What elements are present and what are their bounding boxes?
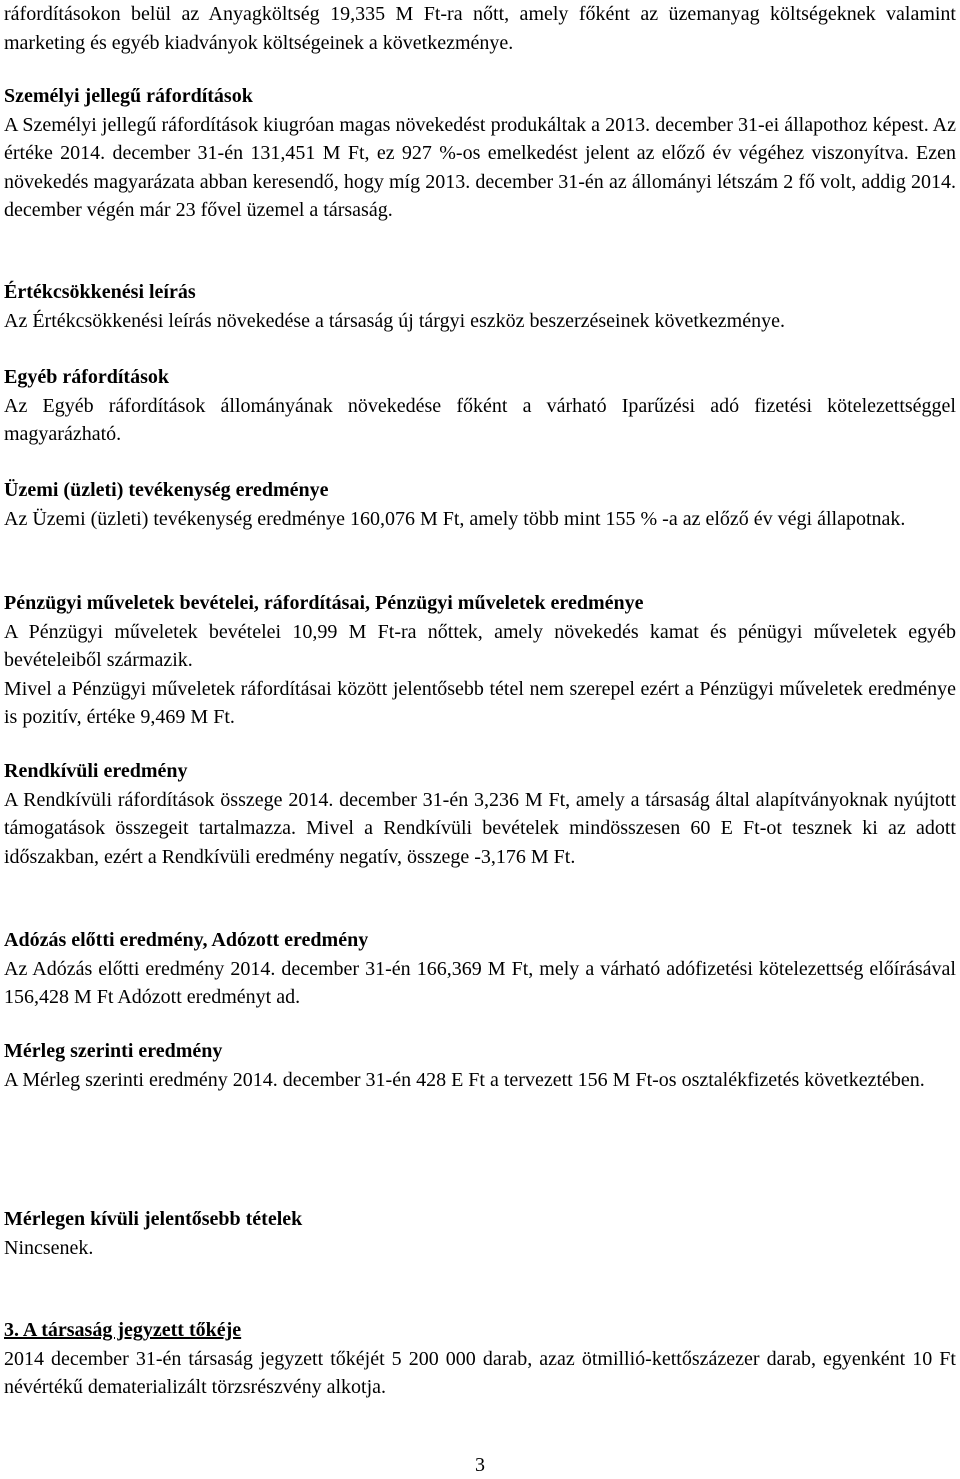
section-paragraph: Mivel a Pénzügyi műveletek ráfordításai között jelentősebb tétel nem szerepel ezért a Pénzügyi műveletek eredménye is pozitív, értéke 9,469 M Ft.: [4, 677, 956, 729]
section-paragraph: Az Egyéb ráfordítások állományának növekedése főként a várható Iparűzési adó fizetési kötelezettséggel magyarázható.: [4, 394, 956, 446]
intro-paragraph: ráfordításokon belül az Anyagköltség 19,335 M Ft-ra nőtt, amely főként az üzemanyag költségeknek valamint marketing és egyéb kiadványok költségeinek a következménye.: [4, 3, 956, 54]
section-heading: Pénzügyi műveletek bevételei, ráfordításai, Pénzügyi műveletek eredménye: [4, 592, 644, 614]
section-heading: Adózás előtti eredmény, Adózott eredmény: [4, 929, 369, 951]
section-egyeb: [4, 363, 956, 449]
section-szemelyi: [4, 82, 956, 225]
intro-section: [4, 0, 956, 57]
section-heading: Egyéb ráfordítások: [4, 366, 169, 388]
section-jegyzett-toke: [4, 1316, 956, 1402]
section-merlegen-kivuli: [4, 1205, 956, 1262]
section-heading: Mérlegen kívüli jelentősebb tételek: [4, 1208, 303, 1230]
page-number: 3: [475, 1454, 485, 1476]
section-heading: 3. A társaság jegyzett tőkéje: [4, 1319, 242, 1341]
section-adozas: [4, 926, 956, 1012]
section-heading: Mérleg szerinti eredmény: [4, 1040, 223, 1062]
section-paragraph: Nincsenek.: [4, 1236, 94, 1259]
section-paragraph: A Mérleg szerinti eredmény 2014. december 31-én 428 E Ft a tervezett 156 M Ft-os osztalékfizetés következtében.: [4, 1068, 925, 1091]
section-paragraph: Az Adózás előtti eredmény 2014. december 31-én 166,369 M Ft, mely a várható adófizetési kötelezettség előírásával 156,428 M Ft Adózott eredményt ad.: [4, 957, 956, 1009]
section-heading: Értékcsökkenési leírás: [4, 281, 196, 303]
section-ertekcsokkenes: [4, 278, 956, 335]
section-penzugyi: [4, 589, 956, 732]
section-paragraph: A Személyi jellegű ráfordítások kiugróan magas növekedést produkáltak a 2013. december 31-ei állapothoz képest. Az értéke 2014. december 31-én 131,451 M Ft, ez 927 %-os emelkedést jelent az előző év végéhez viszonyítva. Ezen növekedés magyarázata abban keresendő, hogy míg 2013. december 31-én az állományi létszám 2 fő volt, addig 2014. december végén már 23 fővel üzemel a társaság.: [4, 113, 956, 222]
section-paragraph: 2014 december 31-én társaság jegyzett tőkéjét 5 200 000 darab, azaz ötmillió-kettőszázezer darab, egyenként 10 Ft névértékű dematerializált törzsrészvény alkotja.: [4, 1347, 956, 1399]
section-heading: Személyi jellegű ráfordítások: [4, 85, 253, 107]
section-rendkivuli: [4, 757, 956, 871]
section-paragraph: Az Értékcsökkenési leírás növekedése a társaság új tárgyi eszköz beszerzéseinek következménye.: [4, 309, 785, 332]
section-paragraph: Az Üzemi (üzleti) tevékenység eredménye 160,076 M Ft, amely több mint 155 % -a az előző év végi állapotnak.: [4, 507, 906, 530]
section-paragraph: A Rendkívüli ráfordítások összege 2014. december 31-én 3,236 M Ft, amely a társaság által alapítványoknak nyújtott támogatások összegeit tartalmazza. Mivel a Rendkívüli bevételek mindösszesen 60 E Ft-ot tesznek ki az adott időszakban, ezért a Rendkívüli eredmény negatív, összege -3,176 M Ft.: [4, 788, 956, 868]
section-heading: Rendkívüli eredmény: [4, 760, 188, 782]
section-merleg: [4, 1037, 956, 1094]
section-heading: Üzemi (üzleti) tevékenység eredménye: [4, 479, 329, 501]
section-paragraph: A Pénzügyi műveletek bevételei 10,99 M Ft-ra nőttek, amely növekedés kamat és pénügyi műveletek egyéb bevételeiből származik.: [4, 620, 956, 672]
section-uzemi: [4, 476, 956, 533]
